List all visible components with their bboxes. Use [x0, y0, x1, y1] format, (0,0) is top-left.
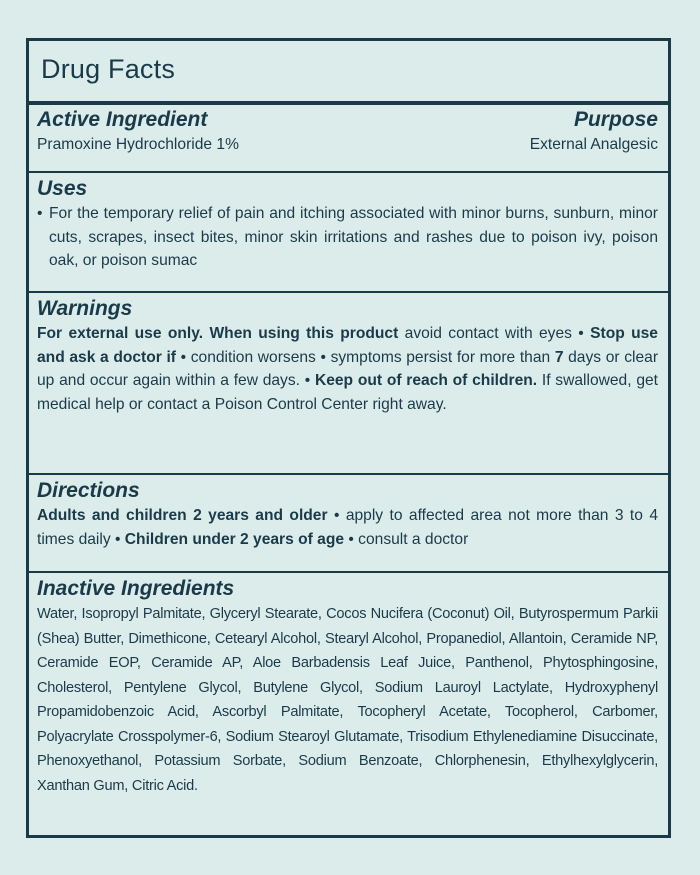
active-ingredient-value: Pramoxine Hydrochloride 1% [37, 136, 239, 153]
drug-facts-title: Drug Facts [41, 54, 176, 84]
warnings-text-1: avoid contact with eyes • [398, 325, 591, 342]
directions-section [29, 476, 668, 551]
directions-heading: Directions [37, 479, 140, 502]
inactive-ingredients-section [29, 574, 668, 798]
inactive-ingredients-heading: Inactive Ingredients [37, 577, 235, 600]
warnings-text-3: days or clear up and occur again within a few days. • [37, 348, 659, 389]
warnings-text [37, 322, 658, 416]
warnings-text-4: If swallowed, get medical help or contact a Poison Control Center right away. [37, 372, 658, 413]
uses-bullet: • [37, 205, 43, 222]
active-ingredient-heading: Active Ingredient [37, 108, 208, 131]
directions-text-2: • consult a doctor [344, 530, 469, 548]
directions-bold-1: Adults and children 2 years and older [37, 507, 328, 524]
directions-text-1: • apply to affected area not more than 3 to 4 times daily • [37, 507, 658, 548]
purpose-value: External Analgesic [529, 136, 658, 153]
warnings-bold-4: Keep out of reach of children. [314, 372, 538, 389]
warnings-bold-2: Stop use and ask a doctor if [37, 325, 658, 366]
active-ingredient-section [29, 105, 668, 157]
active-heading-row [37, 105, 658, 133]
warnings-text-2: • condition worsens • symptoms persist for more than [176, 348, 555, 366]
uses-section [29, 174, 668, 273]
directions-text [37, 504, 658, 551]
warnings-divider [29, 473, 668, 475]
uses-text: For the temporary relief of pain and itching associated with minor burns, sunburn, minor cuts, scrapes, insect bites, minor skin irritations and rashes due to poison ivy, poison oak, or poison sumac [49, 205, 658, 269]
warnings-section [29, 294, 668, 416]
warnings-bold-3: 7 [554, 348, 564, 366]
uses-divider [29, 291, 668, 293]
uses-list-item [37, 202, 658, 273]
warnings-heading: Warnings [37, 297, 133, 320]
active-value-row [37, 133, 658, 157]
drug-facts-panel [26, 38, 671, 838]
purpose-heading: Purpose [573, 108, 658, 131]
directions-bold-2: Children under 2 years of age [124, 530, 345, 548]
uses-heading: Uses [37, 177, 88, 200]
inactive-ingredients-text: Water, Isopropyl Palmitate, Glyceryl Stearate, Cocos Nucifera (Coconut) Oil, Butyrospermum Parkii (Shea) Butter, Dimethicone, Cetearyl Alcohol, Stearyl Alcohol, Propanediol, Allantoin, Ceramide NP, Ceramide EOP, Ceramide AP, Aloe Barbadensis Leaf Juice, Panthenol, Phytosphingosine, Cholesterol, Pentylene Glycol, Butylene Glycol, Sodium Lauroyl Lactylate, Hydroxyphenyl Propamidobenzoic Acid, Ascorbyl Palmitate, Tocopheryl Acetate, Tocopherol, Carbomer, Polyacrylate Crosspolymer-6, Sodium Stearoyl Glutamate, Trisodium Ethylenediamine Disuccinate, Phenoxyethanol, Potassium Sorbate, Sodium Benzoate, Chlorphenesin, Ethylhexylglycerin, Xanthan Gum, Citric Acid. [37, 606, 658, 794]
directions-divider [29, 571, 668, 573]
warnings-bold-1: For external use only. When using this product [37, 325, 399, 342]
active-divider [29, 171, 668, 173]
